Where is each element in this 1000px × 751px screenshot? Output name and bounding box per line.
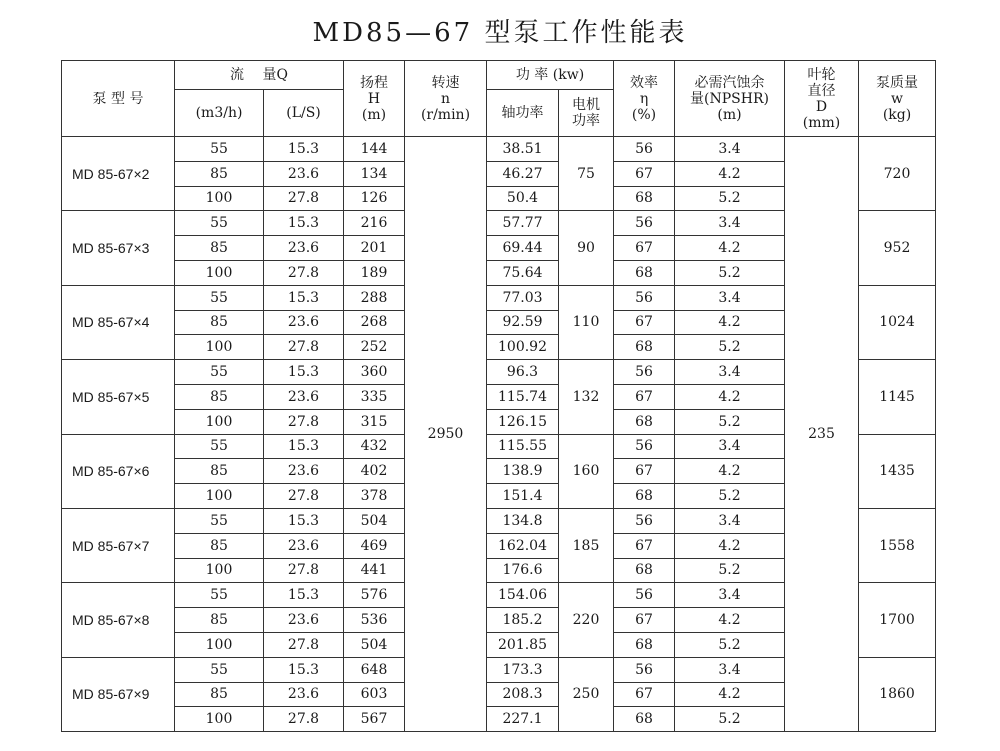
pump-model-cell: MD 85-67×6 xyxy=(62,434,175,508)
efficiency-cell: 56 xyxy=(614,434,675,459)
flow-m3h-cell: 55 xyxy=(175,211,264,236)
shaft-power-cell: 77.03 xyxy=(487,285,559,310)
header-shaft-power: 轴功率 xyxy=(487,90,559,137)
npshr-cell: 5.2 xyxy=(675,186,785,211)
flow-ls-cell: 15.3 xyxy=(264,137,344,162)
flow-m3h-cell: 85 xyxy=(175,161,264,186)
weight-cell: 1024 xyxy=(859,285,936,359)
efficiency-cell: 68 xyxy=(614,707,675,732)
head-cell: 189 xyxy=(344,260,405,285)
impeller-diameter-cell: 235 xyxy=(785,137,859,732)
weight-cell: 1558 xyxy=(859,508,936,582)
weight-cell: 1700 xyxy=(859,583,936,657)
table-row xyxy=(62,137,936,162)
header-flow-m3h: (m3/h) xyxy=(175,90,264,137)
pump-model-cell: MD 85-67×8 xyxy=(62,583,175,657)
pump-model-cell: MD 85-67×2 xyxy=(62,137,175,211)
efficiency-cell: 67 xyxy=(614,459,675,484)
shaft-power-cell: 57.77 xyxy=(487,211,559,236)
flow-m3h-cell: 85 xyxy=(175,608,264,633)
flow-ls-cell: 23.6 xyxy=(264,608,344,633)
page-title: MD85—67 型泵工作性能表 xyxy=(312,18,688,48)
flow-m3h-cell: 100 xyxy=(175,632,264,657)
shaft-power-cell: 162.04 xyxy=(487,533,559,558)
shaft-power-cell: 50.4 xyxy=(487,186,559,211)
flow-m3h-cell: 55 xyxy=(175,360,264,385)
flow-m3h-cell: 85 xyxy=(175,533,264,558)
efficiency-cell: 56 xyxy=(614,360,675,385)
shaft-power-cell: 115.55 xyxy=(487,434,559,459)
shaft-power-cell: 151.4 xyxy=(487,484,559,509)
weight-cell: 1145 xyxy=(859,360,936,434)
pump-model-cell: MD 85-67×3 xyxy=(62,211,175,285)
shaft-power-cell: 115.74 xyxy=(487,384,559,409)
shaft-power-cell: 134.8 xyxy=(487,508,559,533)
head-cell: 603 xyxy=(344,682,405,707)
flow-ls-cell: 23.6 xyxy=(264,384,344,409)
head-cell: 315 xyxy=(344,409,405,434)
head-cell: 378 xyxy=(344,484,405,509)
npshr-cell: 5.2 xyxy=(675,632,785,657)
motor-power-cell: 75 xyxy=(559,137,614,211)
head-cell: 536 xyxy=(344,608,405,633)
head-cell: 252 xyxy=(344,335,405,360)
npshr-cell: 4.2 xyxy=(675,533,785,558)
npshr-cell: 3.4 xyxy=(675,211,785,236)
header-impeller-diameter: 叶轮 直径 D (mm) xyxy=(785,61,859,137)
shaft-power-cell: 100.92 xyxy=(487,335,559,360)
head-cell: 402 xyxy=(344,459,405,484)
npshr-cell: 3.4 xyxy=(675,137,785,162)
efficiency-cell: 68 xyxy=(614,260,675,285)
npshr-cell: 5.2 xyxy=(675,558,785,583)
shaft-power-cell: 69.44 xyxy=(487,236,559,261)
header-pump-model: 泵 型 号 xyxy=(62,61,175,137)
efficiency-cell: 68 xyxy=(614,558,675,583)
efficiency-cell: 67 xyxy=(614,608,675,633)
flow-ls-cell: 23.6 xyxy=(264,459,344,484)
head-cell: 134 xyxy=(344,161,405,186)
head-cell: 268 xyxy=(344,310,405,335)
flow-m3h-cell: 100 xyxy=(175,707,264,732)
shaft-power-cell: 38.51 xyxy=(487,137,559,162)
pump-model-cell: MD 85-67×4 xyxy=(62,285,175,359)
npshr-cell: 3.4 xyxy=(675,508,785,533)
header-npshr: 必需汽蚀余 量(NPSHR) (m) xyxy=(675,61,785,137)
shaft-power-cell: 208.3 xyxy=(487,682,559,707)
shaft-power-cell: 173.3 xyxy=(487,657,559,682)
head-cell: 441 xyxy=(344,558,405,583)
head-cell: 576 xyxy=(344,583,405,608)
efficiency-cell: 67 xyxy=(614,384,675,409)
flow-m3h-cell: 55 xyxy=(175,285,264,310)
weight-cell: 1435 xyxy=(859,434,936,508)
shaft-power-cell: 176.6 xyxy=(487,558,559,583)
weight-cell: 952 xyxy=(859,211,936,285)
efficiency-cell: 68 xyxy=(614,484,675,509)
motor-power-cell: 185 xyxy=(559,508,614,582)
shaft-power-cell: 185.2 xyxy=(487,608,559,633)
shaft-power-cell: 227.1 xyxy=(487,707,559,732)
flow-m3h-cell: 100 xyxy=(175,558,264,583)
head-cell: 432 xyxy=(344,434,405,459)
head-cell: 648 xyxy=(344,657,405,682)
efficiency-cell: 56 xyxy=(614,657,675,682)
motor-power-cell: 132 xyxy=(559,360,614,434)
flow-m3h-cell: 85 xyxy=(175,236,264,261)
shaft-power-cell: 92.59 xyxy=(487,310,559,335)
flow-m3h-cell: 55 xyxy=(175,657,264,682)
shaft-power-cell: 96.3 xyxy=(487,360,559,385)
npshr-cell: 5.2 xyxy=(675,260,785,285)
head-cell: 126 xyxy=(344,186,405,211)
table-body xyxy=(62,137,936,732)
motor-power-cell: 110 xyxy=(559,285,614,359)
npshr-cell: 4.2 xyxy=(675,384,785,409)
npshr-cell: 4.2 xyxy=(675,236,785,261)
flow-ls-cell: 15.3 xyxy=(264,285,344,310)
speed-cell: 2950 xyxy=(405,137,487,732)
flow-m3h-cell: 100 xyxy=(175,186,264,211)
shaft-power-cell: 154.06 xyxy=(487,583,559,608)
efficiency-cell: 67 xyxy=(614,236,675,261)
pump-model-cell: MD 85-67×9 xyxy=(62,657,175,731)
flow-m3h-cell: 85 xyxy=(175,459,264,484)
flow-ls-cell: 23.6 xyxy=(264,161,344,186)
npshr-cell: 3.4 xyxy=(675,285,785,310)
weight-cell: 720 xyxy=(859,137,936,211)
flow-m3h-cell: 100 xyxy=(175,409,264,434)
flow-ls-cell: 15.3 xyxy=(264,583,344,608)
motor-power-cell: 160 xyxy=(559,434,614,508)
flow-ls-cell: 15.3 xyxy=(264,434,344,459)
header-power: 功 率 (kw) xyxy=(487,61,614,90)
shaft-power-cell: 126.15 xyxy=(487,409,559,434)
efficiency-cell: 56 xyxy=(614,211,675,236)
npshr-cell: 4.2 xyxy=(675,310,785,335)
efficiency-cell: 67 xyxy=(614,310,675,335)
npshr-cell: 5.2 xyxy=(675,335,785,360)
flow-m3h-cell: 85 xyxy=(175,310,264,335)
flow-ls-cell: 23.6 xyxy=(264,236,344,261)
efficiency-cell: 68 xyxy=(614,186,675,211)
head-cell: 201 xyxy=(344,236,405,261)
npshr-cell: 3.4 xyxy=(675,360,785,385)
header-efficiency: 效率 η (%) xyxy=(614,61,675,137)
npshr-cell: 3.4 xyxy=(675,583,785,608)
flow-ls-cell: 27.8 xyxy=(264,260,344,285)
npshr-cell: 3.4 xyxy=(675,657,785,682)
efficiency-cell: 56 xyxy=(614,508,675,533)
head-cell: 216 xyxy=(344,211,405,236)
efficiency-cell: 67 xyxy=(614,533,675,558)
efficiency-cell: 68 xyxy=(614,409,675,434)
flow-m3h-cell: 100 xyxy=(175,260,264,285)
flow-ls-cell: 15.3 xyxy=(264,508,344,533)
npshr-cell: 4.2 xyxy=(675,459,785,484)
shaft-power-cell: 46.27 xyxy=(487,161,559,186)
head-cell: 288 xyxy=(344,285,405,310)
shaft-power-cell: 75.64 xyxy=(487,260,559,285)
flow-ls-cell: 27.8 xyxy=(264,484,344,509)
npshr-cell: 5.2 xyxy=(675,484,785,509)
flow-ls-cell: 27.8 xyxy=(264,632,344,657)
flow-m3h-cell: 85 xyxy=(175,384,264,409)
shaft-power-cell: 201.85 xyxy=(487,632,559,657)
motor-power-cell: 220 xyxy=(559,583,614,657)
npshr-cell: 5.2 xyxy=(675,707,785,732)
flow-m3h-cell: 55 xyxy=(175,508,264,533)
header-speed: 转速 n (r/min) xyxy=(405,61,487,137)
pump-model-cell: MD 85-67×5 xyxy=(62,360,175,434)
flow-m3h-cell: 55 xyxy=(175,583,264,608)
flow-ls-cell: 15.3 xyxy=(264,657,344,682)
flow-ls-cell: 27.8 xyxy=(264,335,344,360)
head-cell: 504 xyxy=(344,632,405,657)
flow-ls-cell: 27.8 xyxy=(264,186,344,211)
flow-ls-cell: 27.8 xyxy=(264,707,344,732)
weight-cell: 1860 xyxy=(859,657,936,731)
head-cell: 360 xyxy=(344,360,405,385)
header-motor-power: 电机 功率 xyxy=(559,90,614,137)
flow-m3h-cell: 55 xyxy=(175,434,264,459)
shaft-power-cell: 138.9 xyxy=(487,459,559,484)
flow-ls-cell: 23.6 xyxy=(264,533,344,558)
head-cell: 469 xyxy=(344,533,405,558)
efficiency-cell: 56 xyxy=(614,137,675,162)
efficiency-cell: 68 xyxy=(614,632,675,657)
motor-power-cell: 90 xyxy=(559,211,614,285)
flow-m3h-cell: 55 xyxy=(175,137,264,162)
motor-power-cell: 250 xyxy=(559,657,614,731)
head-cell: 504 xyxy=(344,508,405,533)
head-cell: 335 xyxy=(344,384,405,409)
flow-ls-cell: 27.8 xyxy=(264,558,344,583)
flow-ls-cell: 15.3 xyxy=(264,211,344,236)
efficiency-cell: 67 xyxy=(614,682,675,707)
flow-m3h-cell: 100 xyxy=(175,484,264,509)
flow-ls-cell: 27.8 xyxy=(264,409,344,434)
head-cell: 567 xyxy=(344,707,405,732)
efficiency-cell: 67 xyxy=(614,161,675,186)
flow-ls-cell: 23.6 xyxy=(264,310,344,335)
head-cell: 144 xyxy=(344,137,405,162)
efficiency-cell: 56 xyxy=(614,583,675,608)
npshr-cell: 4.2 xyxy=(675,682,785,707)
header-flow-ls: (L/S) xyxy=(264,90,344,137)
flow-m3h-cell: 85 xyxy=(175,682,264,707)
efficiency-cell: 56 xyxy=(614,285,675,310)
header-flow: 流 量Q xyxy=(175,61,344,90)
header-head: 扬程 H (m) xyxy=(344,61,405,137)
npshr-cell: 4.2 xyxy=(675,161,785,186)
npshr-cell: 3.4 xyxy=(675,434,785,459)
npshr-cell: 4.2 xyxy=(675,608,785,633)
header-weight: 泵质量 w (kg) xyxy=(859,61,936,137)
efficiency-cell: 68 xyxy=(614,335,675,360)
flow-m3h-cell: 100 xyxy=(175,335,264,360)
pump-model-cell: MD 85-67×7 xyxy=(62,508,175,582)
flow-ls-cell: 23.6 xyxy=(264,682,344,707)
flow-ls-cell: 15.3 xyxy=(264,360,344,385)
npshr-cell: 5.2 xyxy=(675,409,785,434)
performance-table xyxy=(61,60,936,732)
